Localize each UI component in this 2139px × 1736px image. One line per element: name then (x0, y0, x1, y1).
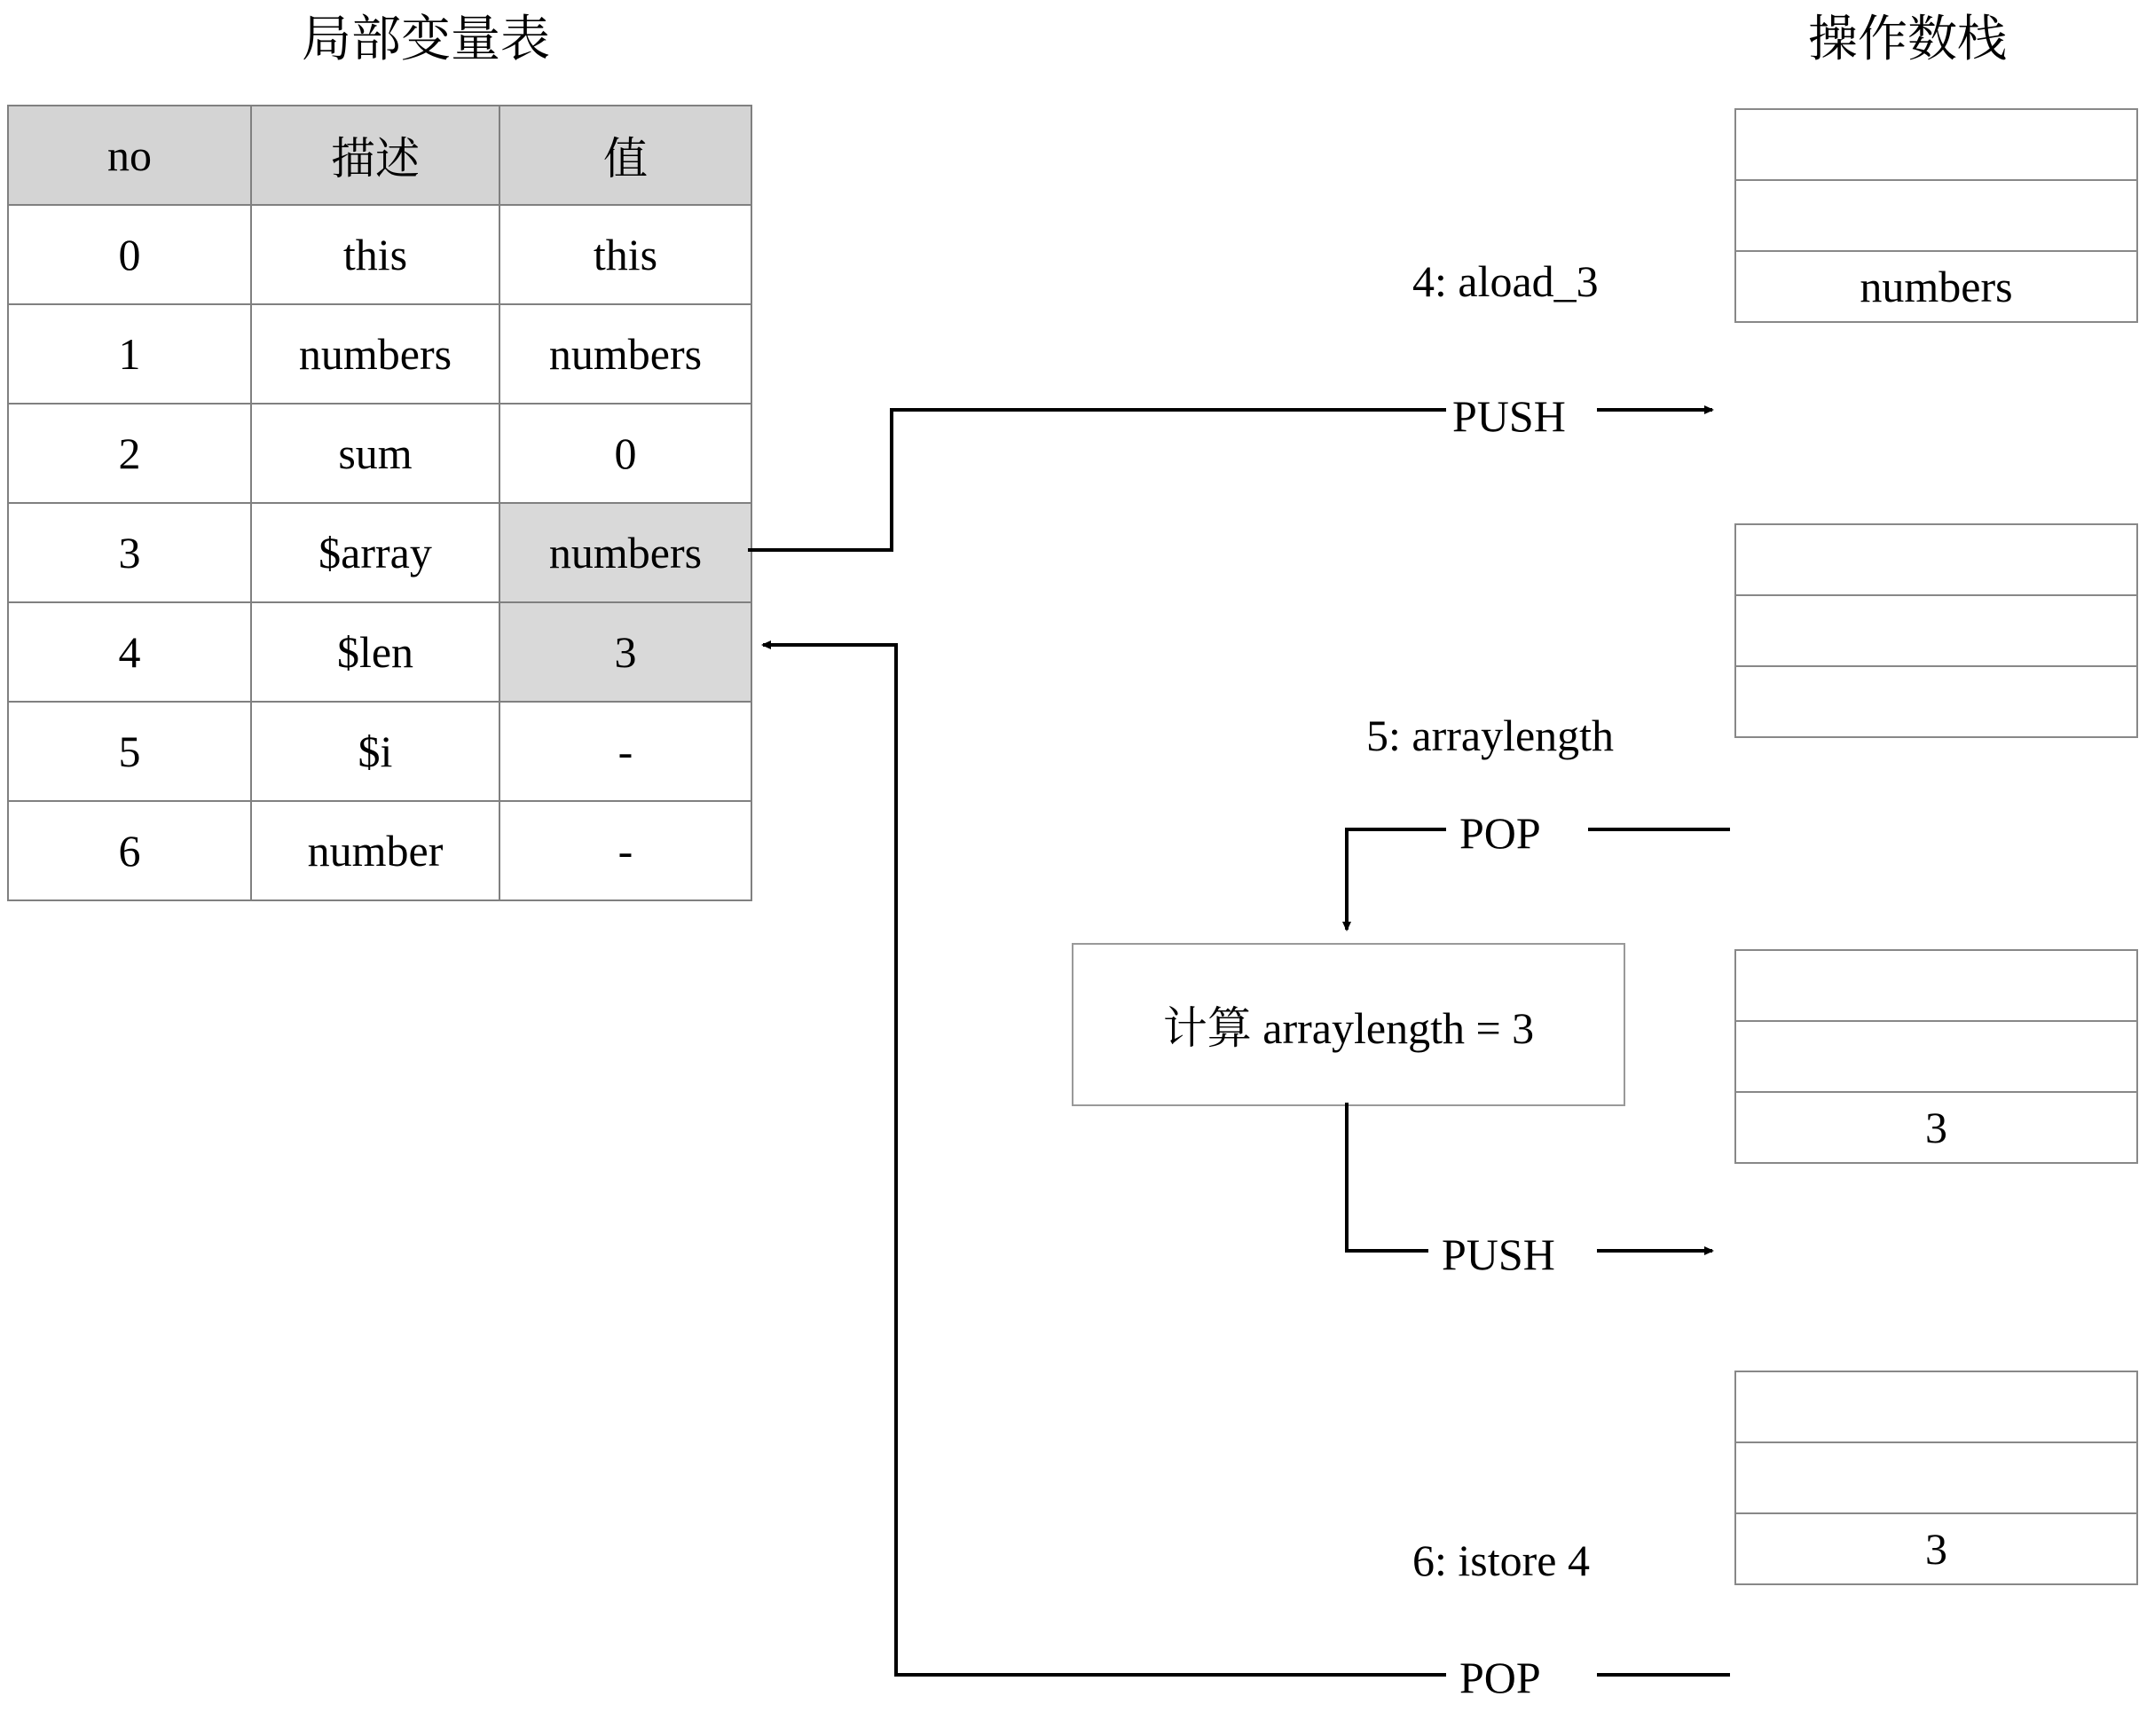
cell-value-highlighted: numbers (499, 503, 751, 602)
stack-cell (1734, 1441, 2138, 1514)
cell-desc: $i (251, 702, 499, 801)
cell-value: - (499, 702, 751, 801)
calculation-box (1072, 943, 1625, 1106)
table-row (8, 503, 751, 602)
table-row (8, 702, 751, 801)
cell-no: 0 (8, 205, 251, 304)
cell-value: 0 (499, 404, 751, 503)
cell-no: 5 (8, 702, 251, 801)
stack-cell: 3 (1734, 1512, 2138, 1585)
table-row (8, 801, 751, 900)
cell-no: 1 (8, 304, 251, 404)
table-header-row (8, 106, 751, 205)
cell-no: 2 (8, 404, 251, 503)
table-row (8, 602, 751, 702)
instruction-label-arraylength: 5: arraylength (1366, 711, 1615, 760)
push-label-1: PUSH (1452, 391, 1566, 441)
cell-desc: sum (251, 404, 499, 503)
cell-desc: numbers (251, 304, 499, 404)
pop-label-1: POP (1459, 808, 1541, 858)
operand-stack-before-arraylength (1734, 523, 2138, 738)
cell-desc: this (251, 205, 499, 304)
local-variable-table (7, 105, 752, 901)
stack-cell (1734, 1020, 2138, 1093)
pop-label-2: POP (1459, 1653, 1541, 1702)
stack-cell (1734, 949, 2138, 1022)
cell-desc: number (251, 801, 499, 900)
stack-cell (1734, 108, 2138, 181)
push-label-2: PUSH (1442, 1229, 1555, 1279)
local-variable-table-title: 局部变量表 (302, 12, 550, 67)
stack-cell (1734, 1371, 2138, 1443)
cell-desc: $array (251, 503, 499, 602)
column-header-desc: 描述 (251, 106, 499, 205)
cell-value: this (499, 205, 751, 304)
cell-desc: $len (251, 602, 499, 702)
table-row (8, 205, 751, 304)
column-header-value: 值 (499, 106, 751, 205)
column-header-no: no (8, 106, 251, 205)
cell-no: 4 (8, 602, 251, 702)
calculation-text: 计算 arraylength = 3 (1162, 1003, 1535, 1053)
operand-stack-after-aload3 (1734, 108, 2138, 323)
instruction-label-istore: 6: istore 4 (1412, 1536, 1590, 1585)
cell-value-highlighted: 3 (499, 602, 751, 702)
cell-no: 3 (8, 503, 251, 602)
cell-value: numbers (499, 304, 751, 404)
table-row (8, 404, 751, 503)
instruction-label-aload3: 4: aload_3 (1412, 256, 1599, 306)
stack-cell (1734, 179, 2138, 252)
stack-cell (1734, 594, 2138, 667)
table-row (8, 304, 751, 404)
stack-cell (1734, 523, 2138, 596)
operand-stack-before-istore (1734, 1371, 2138, 1585)
operand-stack-after-arraylength (1734, 949, 2138, 1164)
stack-cell: numbers (1734, 250, 2138, 323)
stack-cell (1734, 665, 2138, 738)
cell-value: - (499, 801, 751, 900)
cell-no: 6 (8, 801, 251, 900)
operand-stack-title: 操作数栈 (1808, 12, 2007, 67)
stack-cell: 3 (1734, 1091, 2138, 1164)
